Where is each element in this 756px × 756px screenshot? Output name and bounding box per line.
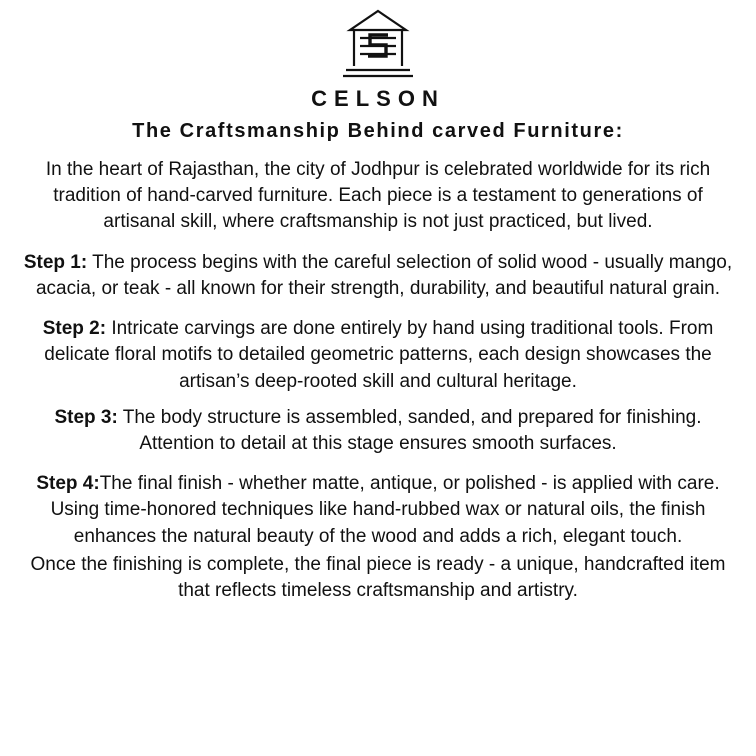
step-1-label: Step 1:	[23, 251, 88, 273]
closing-paragraph: Once the finishing is complete, the final piece is ready - a unique, handcrafted item that reflects timeless craftsmanship and artistry.	[30, 553, 726, 602]
step-4-paragraph	[20, 471, 736, 550]
step-1-text: The process begins with the careful selection of solid wood - usually mango, acacia, or teak - all known for their strength, durability, and beautiful natural grain.	[35, 251, 733, 299]
step-4-text: The final finish - whether matte, antique, or polished - is applied with care. Using time-honored techniques like hand-rubbed wax or natural oils, the finish enhances the natural beauty of the wood and adds a rich, elegant touch.	[50, 473, 720, 547]
step-3-paragraph	[20, 405, 736, 457]
step-2-label: Step 2:	[42, 318, 107, 340]
step-1-paragraph	[20, 250, 736, 302]
intro-paragraph: In the heart of Rajasthan, the city of Jodhpur is celebrated worldwide for its rich tradition of hand-carved furniture. Each piece is a testament to generations of artisanal skill, where craftsmanship is not just practiced, but lived.	[45, 159, 711, 233]
step-3-label: Step 3:	[54, 406, 118, 428]
page-title: The Craftsmanship Behind carved Furniture:	[132, 120, 624, 142]
step-3-text: The body structure is assembled, sanded, and prepared for finishing. Attention to detail at this stage ensures smooth surfaces.	[117, 406, 702, 454]
step-2-text: Intricate carvings are done entirely by hand using traditional tools. From delicate floral motifs to detailed geometric patterns, each design showcases the artisan’s deep-rooted skill and cultural heritage.	[44, 318, 714, 392]
step-2-paragraph	[20, 316, 736, 395]
celson-monogram-house-icon	[330, 8, 426, 82]
brand-name: CELSON	[311, 86, 445, 111]
step-4-label: Step 4:	[36, 473, 100, 495]
brand-logo	[330, 8, 426, 84]
